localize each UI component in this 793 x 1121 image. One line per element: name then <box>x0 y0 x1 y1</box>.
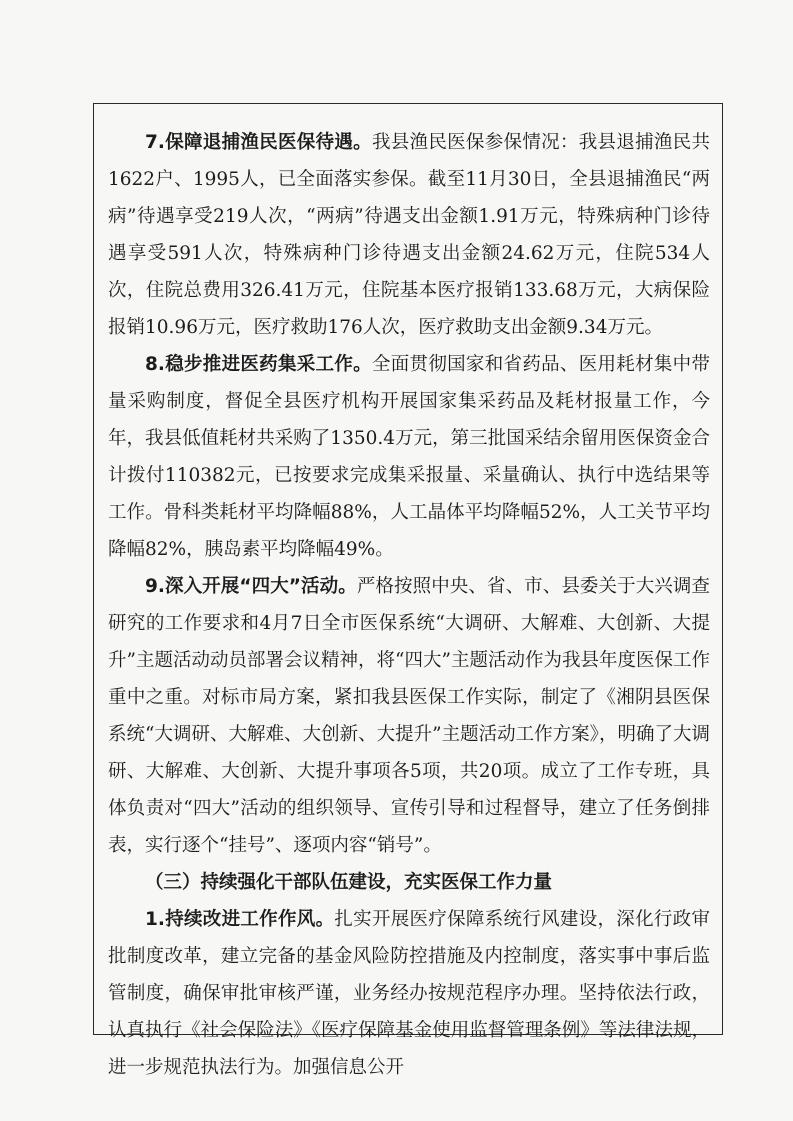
paragraph-9-heading: 9.深入开展“四大”活动。 <box>145 576 357 597</box>
paragraph-9-text: 严格按照中央、省、市、县委关于大兴调查研究的工作要求和4月7日全市医保系统“大调研、大解难、大创新、大提升”主题活动动员部署会议精神，将“四大”主题活动作为我县年度医保工作重中之重。对标市局方案，紧扣我县医保工作实际，制定了《湘阴县医保系统“大调研、大解难、大创新、大提升”主题活动工作方案》，明确了大调研、大解难、大创新、大提升事项各5项，共20项。成立了工作专班，具体负责对“四大”活动的组织领导、宣传引导和过程督导，建立了任务倒排表，实行逐个“挂号”、逐项内容“销号”。 <box>108 576 710 856</box>
paragraph-8 <box>108 346 710 568</box>
paragraph-8-heading: 8.稳步推进医药集采工作。 <box>145 354 372 375</box>
paragraph-7 <box>108 124 710 346</box>
paragraph-7-text: 我县渔民医保参保情况：我县退捕渔民共1622户、1995人，已全面落实参保。截至11月30日，全县退捕渔民“两病”待遇享受219人次，“两病”待遇支出金额1.91万元，特殊病种门诊待遇享受591人次，特殊病种门诊待遇支出金额24.62万元，住院534人次，住院总费用326.41万元，住院基本医疗报销133.68万元，大病保险报销10.96万元，医疗救助176人次，医疗救助支出金额9.34万元。 <box>108 132 710 338</box>
document-body <box>108 124 710 1086</box>
document-frame <box>93 103 723 1078</box>
paragraph-1-text: 扎实开展医疗保障系统行风建设，深化行政审批制度改革，建立完备的基金风险防控措施及内控制度，落实事中事后监管制度，确保审批审核严谨，业务经办按规范程序办理。坚持依法行政，认真执行《社会保险法》《医疗保障基金使用监督管理条例》等法律法规，进一步规范执法行为。加强信息公开 <box>108 909 710 1078</box>
section-heading: （三）持续强化干部队伍建设，充实医保工作力量 <box>145 872 553 893</box>
paragraph-1 <box>108 901 710 1086</box>
paragraph-8-text: 全面贯彻国家和省药品、医用耗材集中带量采购制度，督促全县医疗机构开展国家集采药品及耗材报量工作，今年，我县低值耗材共采购了1350.4万元，第三批国采结余留用医保资金合计拨付110382元，已按要求完成集采报量、采量确认、执行中选结果等工作。骨科类耗材平均降幅88%，人工晶体平均降幅52%，人工关节平均降幅82%，胰岛素平均降幅49%。 <box>108 354 710 560</box>
paragraph-9 <box>108 568 710 864</box>
paragraph-1-heading: 1.持续改进工作作风。 <box>145 909 335 930</box>
paragraph-7-heading: 7.保障退捕渔民医保待遇。 <box>145 132 372 153</box>
